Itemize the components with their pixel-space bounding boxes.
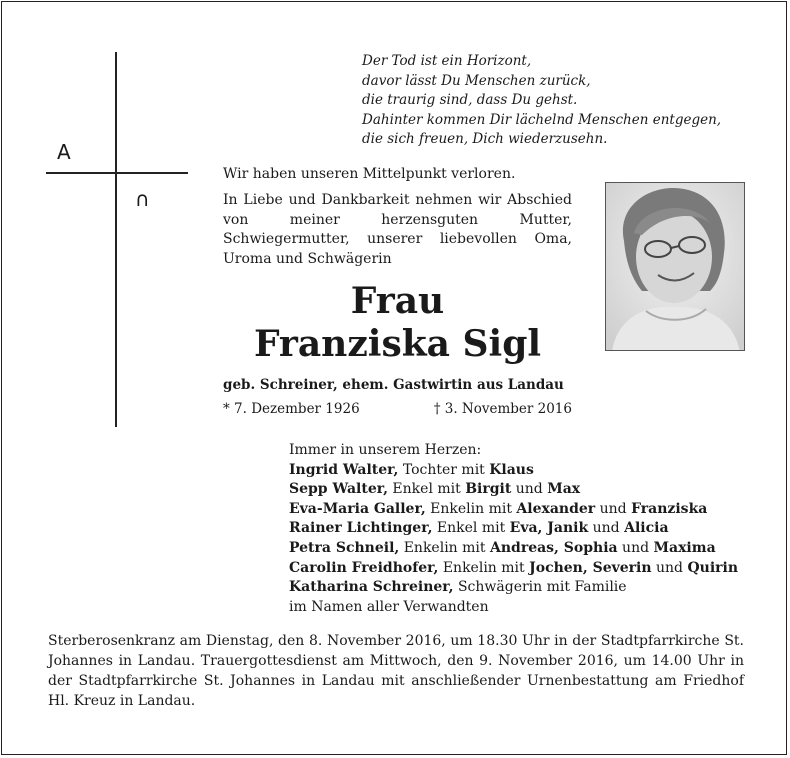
service-information: Sterberosenkranz am Dienstag, den 8. November 2016, um 18.30 Uhr in der Stadtpfarrkirche St. Johannes in Landau. Trauergottesdienst am Mittwoch, den 9. November 2016, um 14.00 Uhr in der Stadtpfarrkirche St. Johannes in Landau mit anschließender Urnenbestattung am Friedhof Hl. Kreuz in Landau. — [48, 633, 744, 709]
family-name: Klaus — [489, 461, 534, 478]
relation-text: und — [595, 500, 632, 517]
survivor-line — [289, 539, 738, 559]
alpha-symbol: A — [57, 140, 71, 164]
family-name: Maxima — [653, 539, 716, 556]
poem-line: die sich freuen, Dich wiederzusehn. — [362, 131, 608, 147]
omega-symbol: ∩ — [135, 187, 150, 211]
relation-text: Enkelin mit — [425, 500, 517, 517]
family-name: Quirin — [687, 559, 739, 576]
portrait-photo — [605, 182, 745, 351]
survivors-list — [289, 441, 738, 617]
survivor-line — [289, 578, 738, 598]
poem-line: Der Tod ist ein Horizont, — [362, 53, 532, 69]
relation-text: Enkel mit — [387, 481, 466, 498]
family-name: Max — [547, 481, 581, 498]
relation-text: und — [617, 539, 654, 556]
poem-line: davor lässt Du Menschen zurück, — [362, 72, 591, 89]
family-name: Andreas, Sophia — [489, 539, 618, 556]
death-date: † 3. November 2016 — [433, 401, 572, 417]
survivor-name: Ingrid Walter, — [289, 461, 399, 478]
relation-text: Enkelin mit — [438, 559, 530, 576]
relation-text: und — [651, 559, 688, 576]
poem-line: die traurig sind, dass Du gehst. — [362, 92, 578, 108]
intro-paragraph: In Liebe und Dankbarkeit nehmen wir Abschied von meiner herzensguten Mutter, Schwiegermutter, unserer liebevollen Oma, Uroma und Schwägerin — [223, 192, 572, 267]
family-name: Eva, Janik — [509, 520, 589, 537]
survivors-closing: im Namen aller Verwandten — [289, 598, 489, 615]
family-name: Jochen, Severin — [529, 559, 652, 576]
relation-text: und — [588, 520, 625, 537]
family-name: Alicia — [624, 520, 669, 537]
survivor-line — [289, 500, 738, 520]
relation-text: und — [511, 481, 548, 498]
poem-line: Dahinter kommen Dir lächelnd Menschen entgegen, — [362, 111, 722, 128]
survivor-name: Sepp Walter, — [289, 481, 388, 498]
family-name: Franziska — [631, 500, 708, 517]
family-name: Birgit — [465, 481, 512, 498]
relation-text: Enkelin mit — [399, 539, 490, 556]
survivors-heading: Immer in unserem Herzen: — [289, 442, 482, 458]
survivor-line — [289, 559, 738, 579]
survivor-name: Rainer Lichtinger, — [289, 520, 433, 537]
survivor-name: Carolin Freidhofer, — [289, 559, 439, 576]
birth-date: * 7. Dezember 1926 — [223, 401, 360, 417]
cross-horizontal-bar — [46, 172, 188, 174]
portrait-image — [606, 183, 745, 351]
survivor-name: Katharina Schreiner, — [289, 579, 454, 596]
maiden-name-line: geb. Schreiner, ehem. Gastwirtin aus Landau — [223, 377, 564, 393]
lead-sentence: Wir haben unseren Mittelpunkt verloren. — [223, 166, 516, 182]
poem — [362, 52, 721, 150]
cross-vertical-bar — [115, 52, 117, 427]
relation-text: Schwägerin mit Familie — [453, 579, 627, 596]
relation-text: Enkel mit — [432, 520, 510, 537]
survivor-name: Petra Schneil, — [289, 539, 400, 556]
deceased-name: Franziska Sigl — [253, 323, 542, 365]
survivor-name: Eva-Maria Galler, — [289, 500, 426, 517]
name-title: Frau — [350, 280, 445, 322]
family-name: Alexander — [516, 500, 596, 517]
survivor-line — [289, 480, 738, 500]
survivor-line — [289, 519, 738, 539]
relation-text: Tochter mit — [398, 461, 490, 478]
survivor-line — [289, 461, 738, 481]
